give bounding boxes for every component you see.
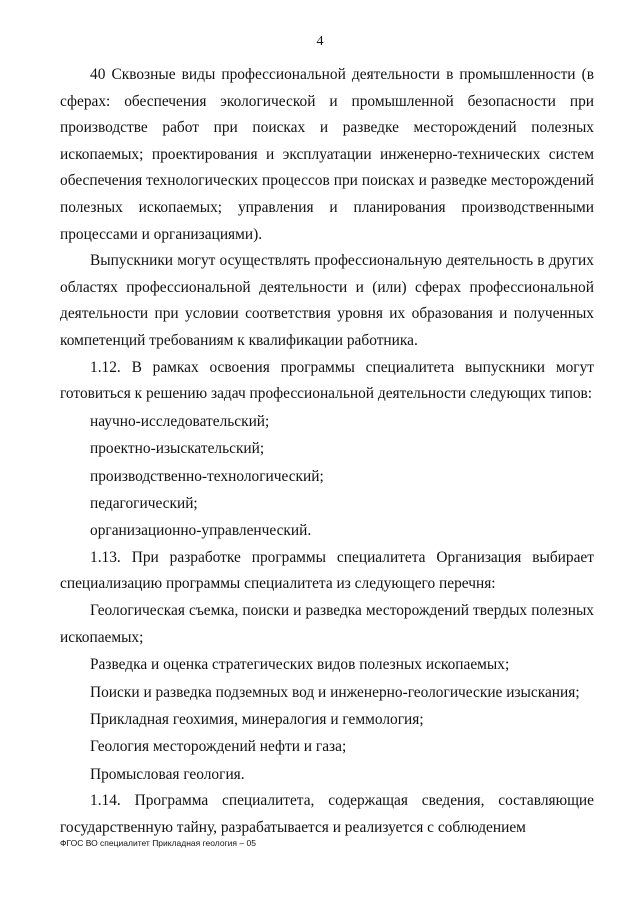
specialization-item: Геология месторождений нефти и газа; — [90, 738, 347, 756]
paragraph-other-areas: Выпускники могут осуществлять профессиональную деятельность в других областях профессиональной деятельности и (или) сферах профессиональной деятельности при условии соответствия уровня их образования и полученных компетенций требованиям к квалификации работника. — [60, 252, 594, 349]
specialization-item: Промысловая геология. — [90, 765, 245, 783]
paragraph-1-14: 1.14. Программа специалитета, содержащая сведения, составляющие государственную тайну, разрабатывается и реализуется с соблюдением — [60, 792, 594, 836]
task-type-item: производственно-технологический; — [90, 467, 324, 485]
page-footer: ФГОС ВО специалитет Прикладная геология – 05 — [60, 838, 256, 848]
task-type-item: проектно-изыскательский; — [90, 440, 265, 458]
specialization-item: Геологическая съемка, поиски и разведка месторождений твердых полезных ископаемых; — [60, 601, 594, 646]
specialization-item: Поиски и разведка подземных вод и инженерно-геологические изыскания; — [90, 683, 580, 701]
paragraph-1-13: 1.13. При разработке программы специалитета Организация выбирает специализацию программы специалитета из следующего перечня: — [60, 548, 594, 593]
document-body — [60, 62, 594, 841]
task-type-item: организационно-управленческий. — [90, 522, 312, 540]
paragraph-activity-areas: 40 Сквозные виды профессиональной деятельности в промышленности (в сферах: обеспечения экологической и промышленной безопасности при производстве работ при поисках и разведке месторождений полезных ископаемых; проектирования и эксплуатации инженерно-технических систем обеспечения технологических процессов при поисках и разведке месторождений полезных ископаемых; управления и планирования производственными процессами и организациями). — [60, 66, 594, 243]
task-type-item: педагогический; — [90, 494, 198, 512]
specialization-item: Прикладная геохимия, минералогия и геммология; — [90, 710, 424, 728]
task-type-item: научно-исследовательский; — [90, 412, 270, 430]
specialization-item: Разведка и оценка стратегических видов полезных ископаемых; — [90, 656, 510, 674]
paragraph-1-12: 1.12. В рамках освоения программы специалитета выпускники могут готовиться к решению задач профессиональной деятельности следующих типов: — [60, 358, 594, 403]
page-number: 4 — [316, 34, 324, 49]
